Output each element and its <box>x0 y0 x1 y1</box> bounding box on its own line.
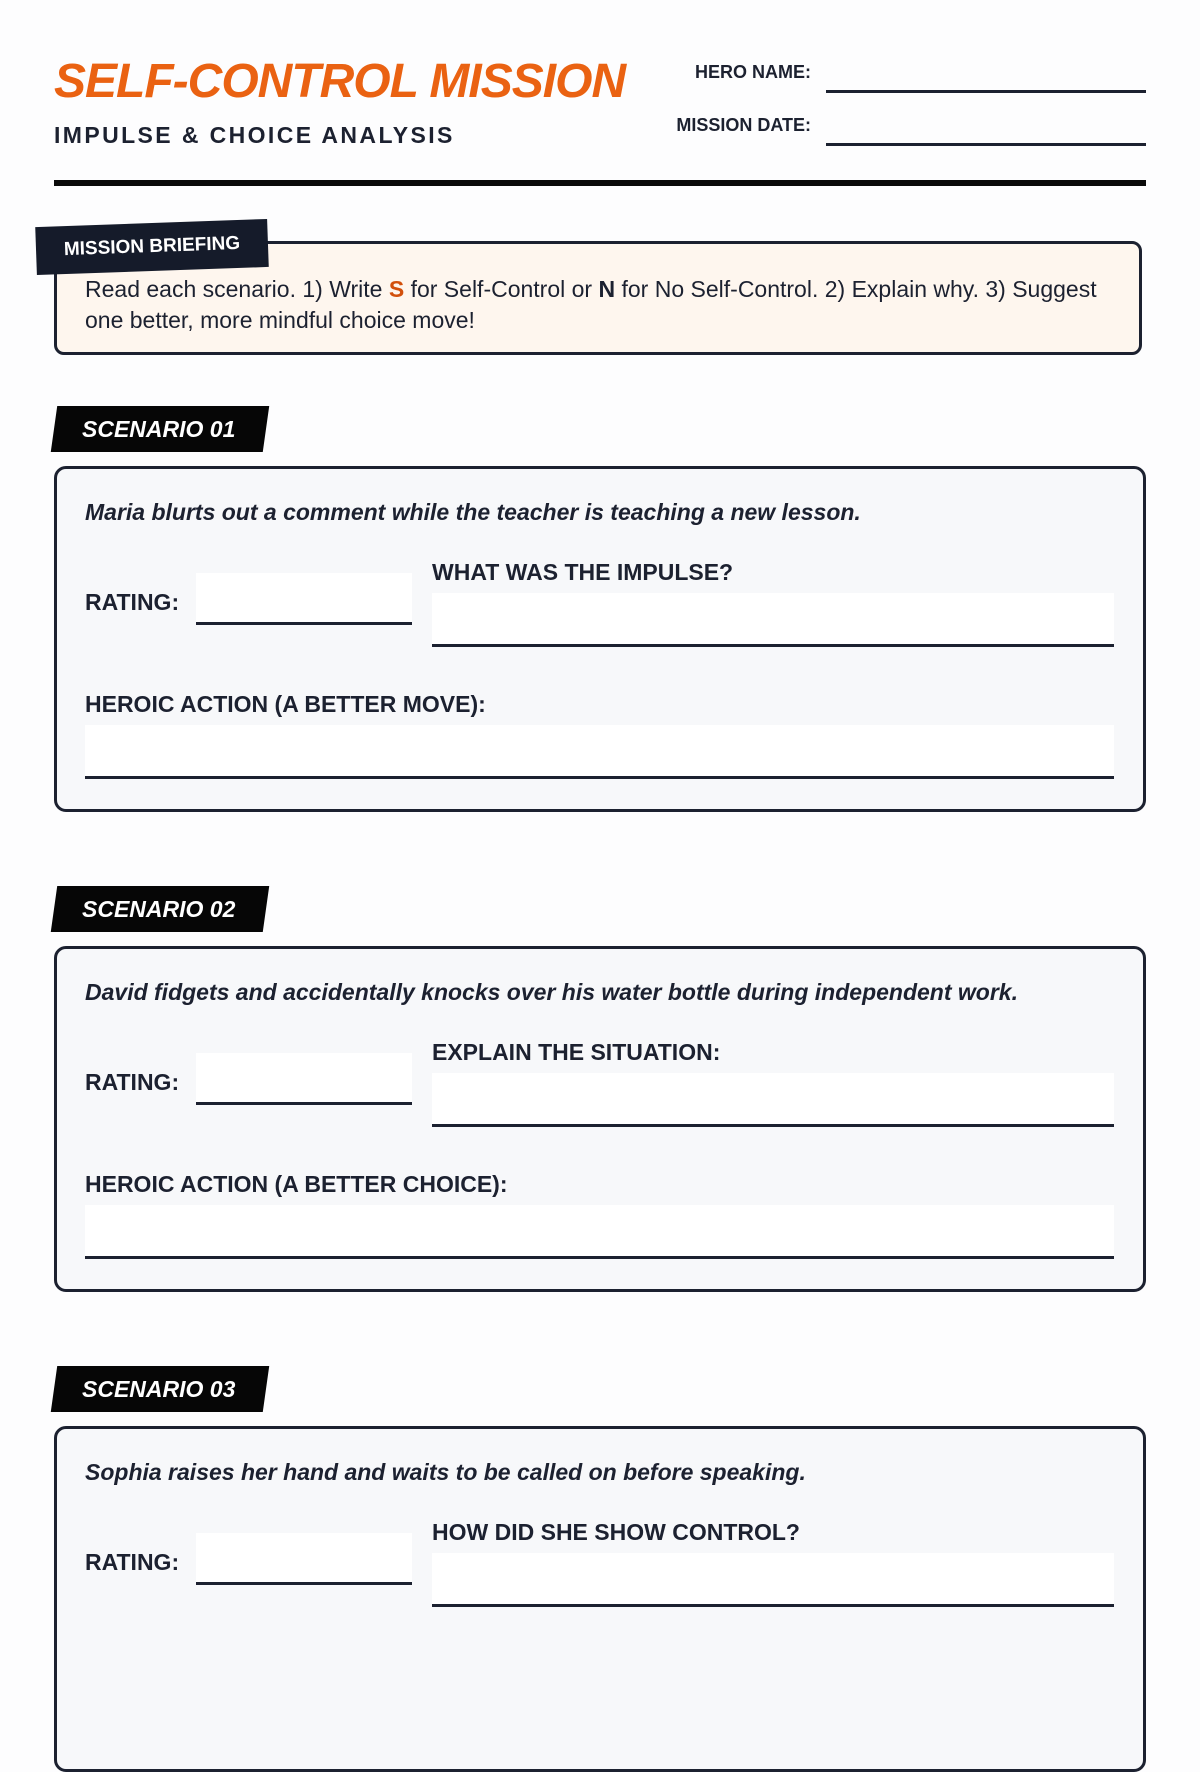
hero-name-label: HERO NAME: <box>695 62 811 82</box>
scenario-tag <box>51 1366 269 1412</box>
question-answer-input[interactable] <box>432 593 1114 647</box>
scenario-card <box>54 1426 1146 1772</box>
hero-name-input[interactable] <box>826 90 1146 93</box>
briefing-text-part2: for Self-Control or <box>404 276 599 302</box>
heroic-action-label: HEROIC ACTION (A BETTER MOVE): <box>85 691 486 717</box>
heroic-action-input[interactable] <box>85 725 1114 779</box>
scenario-tag <box>51 886 269 932</box>
mission-date-input[interactable] <box>826 143 1146 146</box>
worksheet-page <box>54 0 1146 1600</box>
question-answer-input[interactable] <box>432 1073 1114 1127</box>
scenario-card <box>54 946 1146 1292</box>
scenario-description: David fidgets and accidentally knocks over his water bottle during independent work. <box>85 979 1018 1005</box>
worksheet-header <box>54 52 1146 194</box>
heroic-action-label: HEROIC ACTION (A BETTER CHOICE): <box>85 1171 508 1197</box>
mission-date-field <box>586 107 1146 143</box>
rating-label: RATING: <box>85 589 180 615</box>
rating-input[interactable] <box>196 1053 412 1105</box>
heroic-action-input[interactable] <box>85 1205 1114 1259</box>
rating-label: RATING: <box>85 1069 180 1095</box>
scenario-tag <box>51 406 269 452</box>
scenario-tag-label: SCENARIO 02 <box>82 896 236 922</box>
scenario-tag-label: SCENARIO 01 <box>82 416 236 442</box>
question-answer-input[interactable] <box>432 1553 1114 1607</box>
page-title: SELF-CONTROL MISSION <box>54 55 626 108</box>
briefing-text <box>85 274 1105 336</box>
rating-input[interactable] <box>196 1533 412 1585</box>
scenario-description: Sophia raises her hand and waits to be called on before speaking. <box>85 1459 806 1485</box>
question-label: WHAT WAS THE IMPULSE? <box>432 559 734 585</box>
briefing-text-part1: Read each scenario. 1) Write <box>85 276 389 302</box>
header-divider <box>54 180 1146 186</box>
briefing-letter-s: S <box>388 276 405 302</box>
page-subtitle: IMPULSE & CHOICE ANALYSIS <box>54 122 455 148</box>
scenario-tag-label: SCENARIO 03 <box>82 1376 236 1402</box>
question-label: HOW DID SHE SHOW CONTROL? <box>432 1519 800 1545</box>
briefing-text-part3: for No Self-Control. 2) Explain why. 3) Suggest one better, more mindful choice move! <box>85 276 1097 333</box>
scenario-description: Maria blurts out a comment while the teacher is teaching a new lesson. <box>85 499 861 525</box>
question-label: EXPLAIN THE SITUATION: <box>432 1039 721 1065</box>
briefing-letter-n: N <box>598 276 616 302</box>
rating-label: RATING: <box>85 1549 180 1575</box>
mission-date-label: MISSION DATE: <box>676 115 811 135</box>
hero-name-field <box>586 54 1146 90</box>
rating-input[interactable] <box>196 573 412 625</box>
briefing-tag: MISSION BRIEFING <box>35 219 269 275</box>
scenario-card <box>54 466 1146 812</box>
